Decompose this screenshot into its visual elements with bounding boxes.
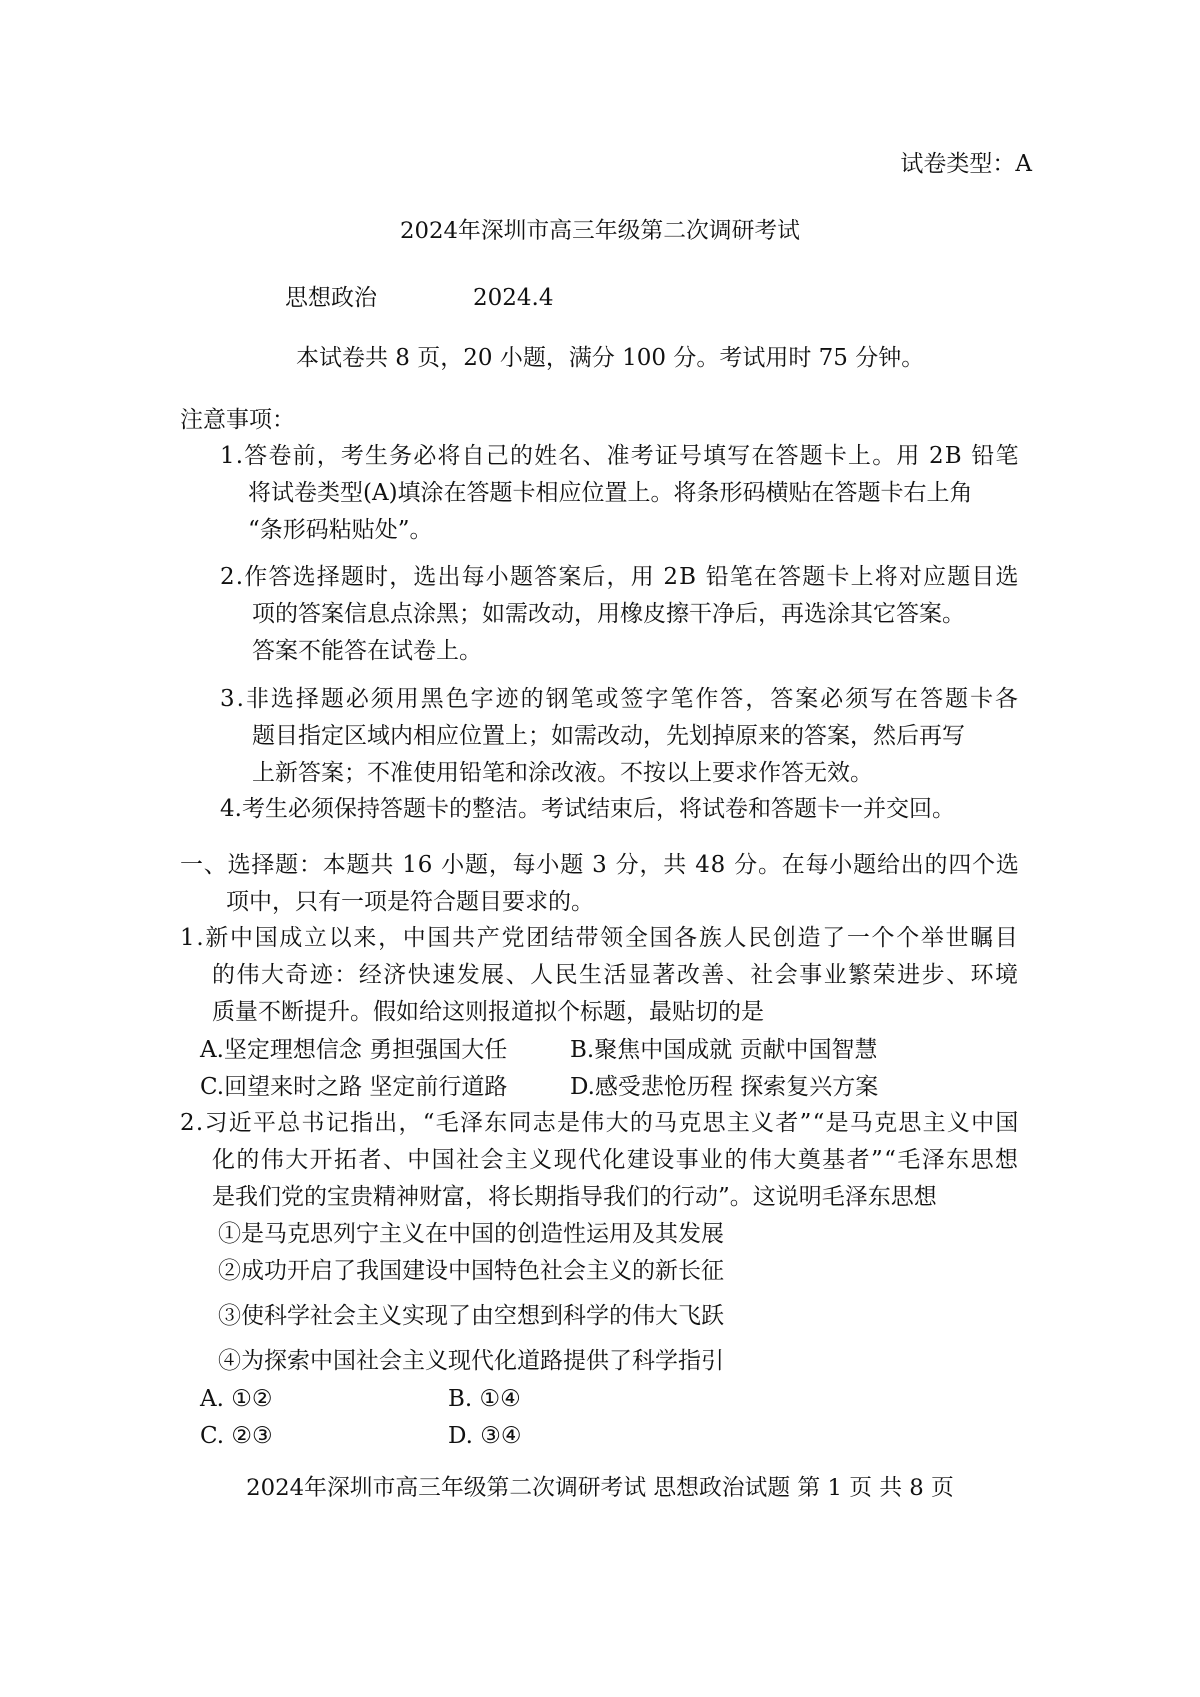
question-2-statement-3: ③使科学社会主义实现了由空想到科学的伟大飞跃 [218, 1303, 724, 1329]
question-2-statement-1: ①是马克思列宁主义在中国的创造性运用及其发展 [218, 1221, 724, 1247]
notice-item-3-line-1: 3.非选择题必须用黑色字迹的钢笔或签字笔作答，答案必须写在答题卡各 [220, 686, 1021, 712]
subject-label: 思想政治 [285, 285, 377, 311]
notice-item-3-line-3: 上新答案；不准使用铅笔和涂改液。不按以上要求作答无效。 [252, 760, 873, 786]
question-2-option-a: A. ①② [200, 1386, 273, 1412]
exam-summary: 本试卷共 8 页，20 小题，满分 100 分。考试用时 75 分钟。 [296, 345, 925, 371]
section-1-heading-line-1: 一、选择题：本题共 16 小题，每小题 3 分，共 48 分。在每小题给出的四个选 [180, 852, 1020, 878]
notice-item-4-line-1: 4.考生必须保持答题卡的整洁。考试结束后，将试卷和答题卡一并交回。 [220, 796, 955, 822]
exam-date: 2024.4 [473, 285, 554, 311]
question-2-option-d: D. ③④ [448, 1423, 522, 1449]
question-1-option-a: A.坚定理想信念 勇担强国大任 [200, 1037, 508, 1063]
notice-item-2-line-2: 项的答案信息点涂黑；如需改动，用橡皮擦干净后，再选涂其它答案。 [252, 601, 965, 627]
question-2-statement-4: ④为探索中国社会主义现代化道路提供了科学指引 [218, 1348, 724, 1374]
question-2-option-c: C. ②③ [200, 1423, 273, 1449]
question-1-option-b: B.聚焦中国成就 贡献中国智慧 [570, 1037, 878, 1063]
section-1-heading-line-2: 项中，只有一项是符合题目要求的。 [226, 889, 594, 915]
notice-item-1-line-2: 将试卷类型(A)填涂在答题卡相应位置上。将条形码横贴在答题卡右上角 [248, 480, 973, 506]
question-1-option-d: D.感受悲怆历程 探索复兴方案 [570, 1074, 879, 1100]
question-2-option-b: B. ①④ [448, 1386, 521, 1412]
question-2-stem-line-2: 化的伟大开拓者、中国社会主义现代化建设事业的伟大奠基者”“毛泽东思想 [212, 1147, 1020, 1173]
question-1-stem-line-3: 质量不断提升。假如给这则报道拟个标题，最贴切的是 [212, 999, 764, 1025]
exam-type-label: 试卷类型：A [900, 151, 1032, 177]
exam-title: 2024年深圳市高三年级第二次调研考试 [400, 218, 800, 244]
notice-item-2-line-3: 答案不能答在试卷上。 [252, 638, 482, 664]
question-1-stem-line-2: 的伟大奇迹：经济快速发展、人民生活显著改善、社会事业繁荣进步、环境 [212, 962, 1020, 988]
notice-item-1-line-3: “条形码粘贴处”。 [248, 517, 433, 543]
notice-item-2-line-1: 2.作答选择题时，选出每小题答案后，用 2B 铅笔在答题卡上将对应题目选 [220, 564, 1020, 590]
question-1-stem-line-1: 1.新中国成立以来，中国共产党团结带领全国各族人民创造了一个个举世瞩目 [180, 925, 1020, 951]
question-2-stem-line-1: 2.习近平总书记指出，“毛泽东同志是伟大的马克思主义者”“是马克思主义中国 [180, 1110, 1020, 1136]
notice-item-1-line-1: 1.答卷前，考生务必将自己的姓名、准考证号填写在答题卡上。用 2B 铅笔 [220, 443, 1020, 469]
page-footer: 2024年深圳市高三年级第二次调研考试 思想政治试题 第 1 页 共 8 页 [246, 1475, 954, 1501]
question-2-stem-line-3: 是我们党的宝贵精神财富，将长期指导我们的行动”。这说明毛泽东思想 [212, 1184, 937, 1210]
question-1-option-c: C.回望来时之路 坚定前行道路 [200, 1074, 508, 1100]
notice-heading: 注意事项： [180, 407, 295, 433]
question-2-statement-2: ②成功开启了我国建设中国特色社会主义的新长征 [218, 1258, 724, 1284]
notice-item-3-line-2: 题目指定区域内相应位置上；如需改动，先划掉原来的答案，然后再写 [252, 723, 965, 749]
